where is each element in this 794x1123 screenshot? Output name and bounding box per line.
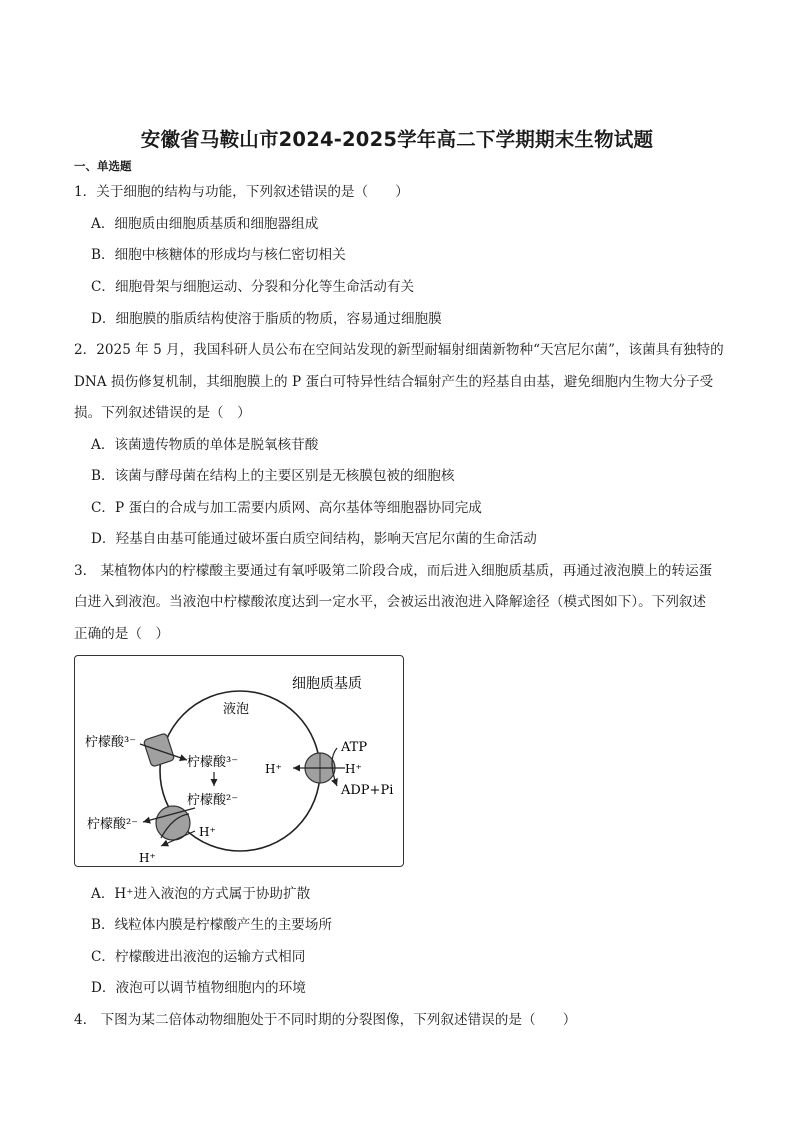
question-4-stem: 4. 下图为某二倍体动物细胞处于不同时期的分裂图像，下列叙述错误的是（ ） bbox=[74, 1012, 577, 1028]
cytoplasm-label: 细胞质基质 bbox=[292, 676, 362, 692]
citrate2-outside-label: 柠檬酸²⁻ bbox=[87, 817, 139, 832]
h-right-label: H⁺ bbox=[345, 762, 362, 776]
diagram-svg bbox=[75, 656, 405, 868]
question-1-option-b: B．细胞中核糖体的形成均与核仁密切相关 bbox=[91, 247, 346, 263]
question-3-stem-line-2: 白进入到液泡。当液泡中柠檬酸浓度达到一定水平，会被运出液泡进入降解途径（模式图如下）。下列叙述 bbox=[74, 594, 707, 610]
question-3-option-a: A．H⁺进入液泡的方式属于协助扩散 bbox=[91, 886, 311, 902]
question-3-option-b: B．线粒体内膜是柠檬酸产生的主要场所 bbox=[91, 917, 333, 933]
citrate2-inside-label: 柠檬酸²⁻ bbox=[187, 793, 239, 808]
question-1-option-d: D．细胞膜的脂质结构使溶于脂质的物质，容易通过细胞膜 bbox=[91, 311, 442, 327]
atp-label: ATP bbox=[341, 740, 368, 755]
h-outside-low-label: H⁺ bbox=[139, 851, 156, 865]
vacuole-transport-diagram bbox=[74, 655, 404, 867]
question-3-option-c: C．柠檬酸进出液泡的运输方式相同 bbox=[91, 949, 306, 965]
question-1-stem: 1．关于细胞的结构与功能，下列叙述错误的是（ ） bbox=[74, 184, 409, 200]
question-2-option-d: D．羟基自由基可能通过破坏蛋白质空间结构，影响天宫尼尔菌的生命活动 bbox=[91, 531, 537, 547]
question-2-option-b: B．该菌与酵母菌在结构上的主要区别是无核膜包被的细胞核 bbox=[91, 468, 455, 484]
h-left-label: H⁺ bbox=[265, 762, 282, 776]
question-1-option-a: A．细胞质由细胞质基质和细胞器组成 bbox=[91, 216, 319, 232]
question-1-option-c: C．细胞骨架与细胞运动、分裂和分化等生命活动有关 bbox=[91, 279, 415, 295]
question-2-option-a: A．该菌遗传物质的单体是脱氧核苷酸 bbox=[91, 437, 319, 453]
citrate3-outside-label: 柠檬酸³⁻ bbox=[85, 735, 137, 750]
question-2-stem-line-3: 损。下列叙述错误的是（ ） bbox=[74, 405, 251, 421]
adp-label: ADP+Pi bbox=[341, 783, 394, 798]
vacuole-label: 液泡 bbox=[223, 702, 250, 717]
citrate3-inside-label: 柠檬酸³⁻ bbox=[187, 755, 239, 770]
section-heading: 一、单选题 bbox=[74, 159, 132, 173]
h-inside-low-label: H⁺ bbox=[199, 825, 216, 839]
page-title: 安徽省马鞍山市2024-2025学年高二下学期期末生物试题 bbox=[140, 128, 654, 151]
question-2-stem-line-1: 2．2025 年 5 月，我国科研人员公布在空间站发现的新型耐辐射细菌新物种“天宫尼尔菌”，该菌具有独特的 bbox=[74, 342, 724, 358]
question-2-stem-line-2: DNA 损伤修复机制，其细胞膜上的 P 蛋白可特异性结合辐射产生的羟基自由基，避免细胞内生物大分子受 bbox=[74, 374, 714, 390]
question-3-stem-line-1: 3. 某植物体内的柠檬酸主要通过有氧呼吸第二阶段合成，而后进入细胞质基质，再通过液泡膜上的转运蛋 bbox=[74, 563, 713, 579]
question-2-option-c: C．P 蛋白的合成与加工需要内质网、高尔基体等细胞器协同完成 bbox=[91, 500, 482, 516]
question-3-option-d: D．液泡可以调节植物细胞内的环境 bbox=[91, 980, 306, 996]
question-3-stem-line-3: 正确的是（ ） bbox=[74, 626, 170, 642]
